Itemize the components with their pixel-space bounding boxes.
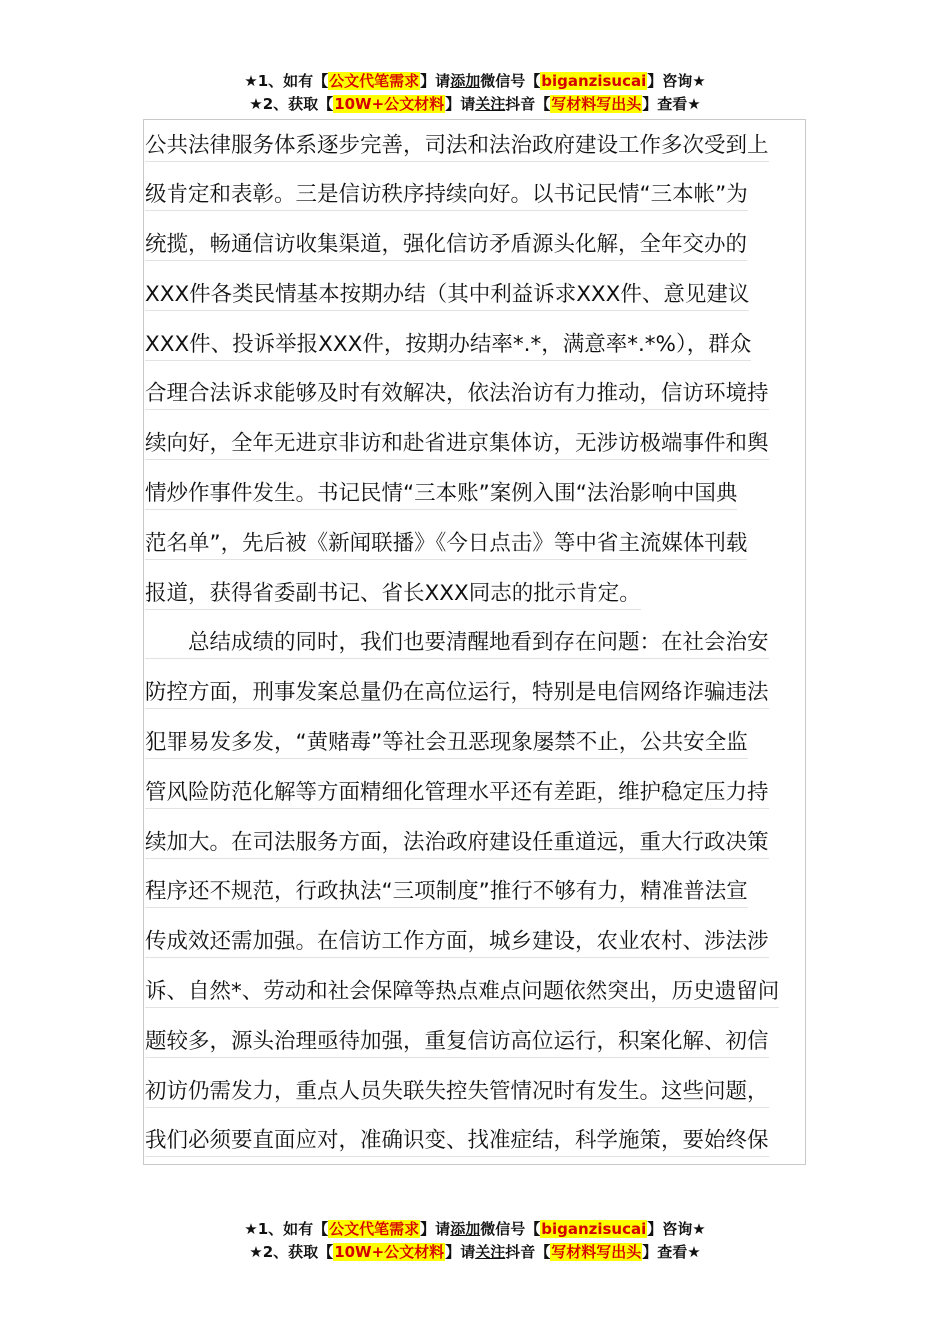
text-line (145, 1067, 805, 1117)
line-text: 总结成绩的同时，我们也要清醒地看到存在问题：在社会治安 (145, 628, 769, 659)
line-text: 统揽，畅通信访收集渠道，强化信访矛盾源头化解，全年交办的 (145, 230, 747, 261)
line-text: 犯罪易发多发，“黄赌毒”等社会丑恶现象屡禁不止，公共安全监 (145, 728, 748, 759)
text-line (145, 121, 805, 171)
banner-highlight: 写材料写出头 (551, 1243, 642, 1261)
line-text: 程序还不规范，行政执法“三项制度”推行不够有力，精准普法宣 (145, 877, 748, 908)
banner-highlight: 10W+公文材料 (334, 1243, 445, 1261)
banner-highlight: biganzisucai (541, 72, 647, 90)
banner-underline: 添加 (450, 72, 481, 90)
line-text: 诉、自然*、劳动和社会保障等热点难点问题依然突出，历史遗留问 (145, 977, 779, 1008)
line-text: 续加大。在司法服务方面，法治政府建设任重道远，重大行政决策 (145, 828, 769, 859)
banner-text: 微信号【 (480, 1220, 541, 1238)
text-line (145, 171, 805, 221)
text-line (145, 221, 805, 271)
line-text: 传成效还需加强。在信访工作方面，城乡建设，农业农村、涉法涉 (145, 927, 769, 958)
text-line (145, 918, 805, 968)
line-text: 续向好，全年无进京非访和赴省进京集体访，无涉访极端事件和舆 (145, 429, 769, 460)
text-line (145, 420, 805, 470)
banner-line-2 (0, 1241, 950, 1264)
text-line (145, 719, 805, 769)
line-text: 情炒作事件发生。书记民情“三本账”案例入围“法治影响中国典 (145, 479, 737, 510)
banner-text: 】请 (420, 1220, 451, 1238)
banner-text: 】查看★ (642, 1243, 701, 1261)
line-text: 防控方面，刑事发案总量仍在高位运行，特别是电信网络诈骗违法 (145, 678, 769, 709)
text-line (145, 768, 805, 818)
line-text: 管风险防范化解等方面精细化管理水平还有差距，维护稳定压力持 (145, 778, 769, 809)
text-line (145, 1017, 805, 1067)
line-text: 公共法律服务体系逐步完善，司法和法治政府建设工作多次受到上 (145, 131, 769, 162)
banner-text: 微信号【 (480, 72, 541, 90)
banner-line-2 (0, 93, 950, 116)
line-text: XXX件各类民情基本按期办结（其中利益诉求XXX件、意见建议 (145, 280, 749, 311)
line-text: 级肯定和表彰。三是信访秩序持续向好。以书记民情“三本帐”为 (145, 180, 748, 211)
text-line (145, 470, 805, 520)
banner-text: 】请 (445, 1243, 476, 1261)
banner-line-1 (0, 1218, 950, 1241)
bottom-banner (0, 1218, 950, 1264)
banner-text: 】查看★ (642, 95, 701, 113)
banner-underline: 关注 (475, 1243, 506, 1261)
text-line (145, 370, 805, 420)
banner-highlight: 写材料写出头 (551, 95, 642, 113)
text-line (145, 968, 805, 1018)
banner-text: 】请 (445, 95, 476, 113)
banner-text: 】咨询★ (647, 72, 706, 90)
text-line (145, 519, 805, 569)
banner-text: ★1、如有【 (244, 72, 329, 90)
banner-text: 】咨询★ (647, 1220, 706, 1238)
line-text: 范名单”，先后被《新闻联播》《今日点击》等中省主流媒体刊载 (145, 529, 747, 560)
line-text: 合理合法诉求能够及时有效解决，依法治访有力推动，信访环境持 (145, 379, 769, 410)
line-text: XXX件、投诉举报XXX件，按期办结率*.*，满意率*.*%），群众 (145, 330, 751, 361)
text-line (145, 868, 805, 918)
text-line (145, 818, 805, 868)
line-text: 题较多，源头治理亟待加强，重复信访高位运行，积案化解、初信 (145, 1027, 769, 1058)
text-line (145, 569, 805, 619)
banner-line-1 (0, 70, 950, 93)
line-text: 我们必须要直面应对，准确识变、找准症结，科学施策，要始终保 (145, 1126, 769, 1157)
text-line (145, 669, 805, 719)
line-text: 初访仍需发力，重点人员失联失控失管情况时有发生。这些问题， (145, 1077, 769, 1108)
banner-highlight: 公文代笔需求 (329, 72, 420, 90)
banner-text: ★2、获取【 (249, 1243, 334, 1261)
banner-underline: 添加 (450, 1220, 481, 1238)
banner-text: 抖音【 (505, 1243, 551, 1261)
banner-highlight: 10W+公文材料 (334, 95, 445, 113)
banner-text: 抖音【 (505, 95, 551, 113)
banner-highlight: 公文代笔需求 (329, 1220, 420, 1238)
text-line (145, 270, 805, 320)
text-line (145, 320, 805, 370)
banner-text: 】请 (420, 72, 451, 90)
banner-text: ★1、如有【 (244, 1220, 329, 1238)
banner-underline: 关注 (475, 95, 506, 113)
line-text: 报道，获得省委副书记、省长XXX同志的批示肯定。 (145, 579, 641, 610)
text-line (145, 1117, 805, 1167)
banner-highlight: biganzisucai (541, 1220, 647, 1238)
banner-text: ★2、获取【 (249, 95, 334, 113)
top-banner (0, 70, 950, 116)
paragraph-start-line (145, 619, 805, 669)
document-body (145, 121, 805, 1167)
